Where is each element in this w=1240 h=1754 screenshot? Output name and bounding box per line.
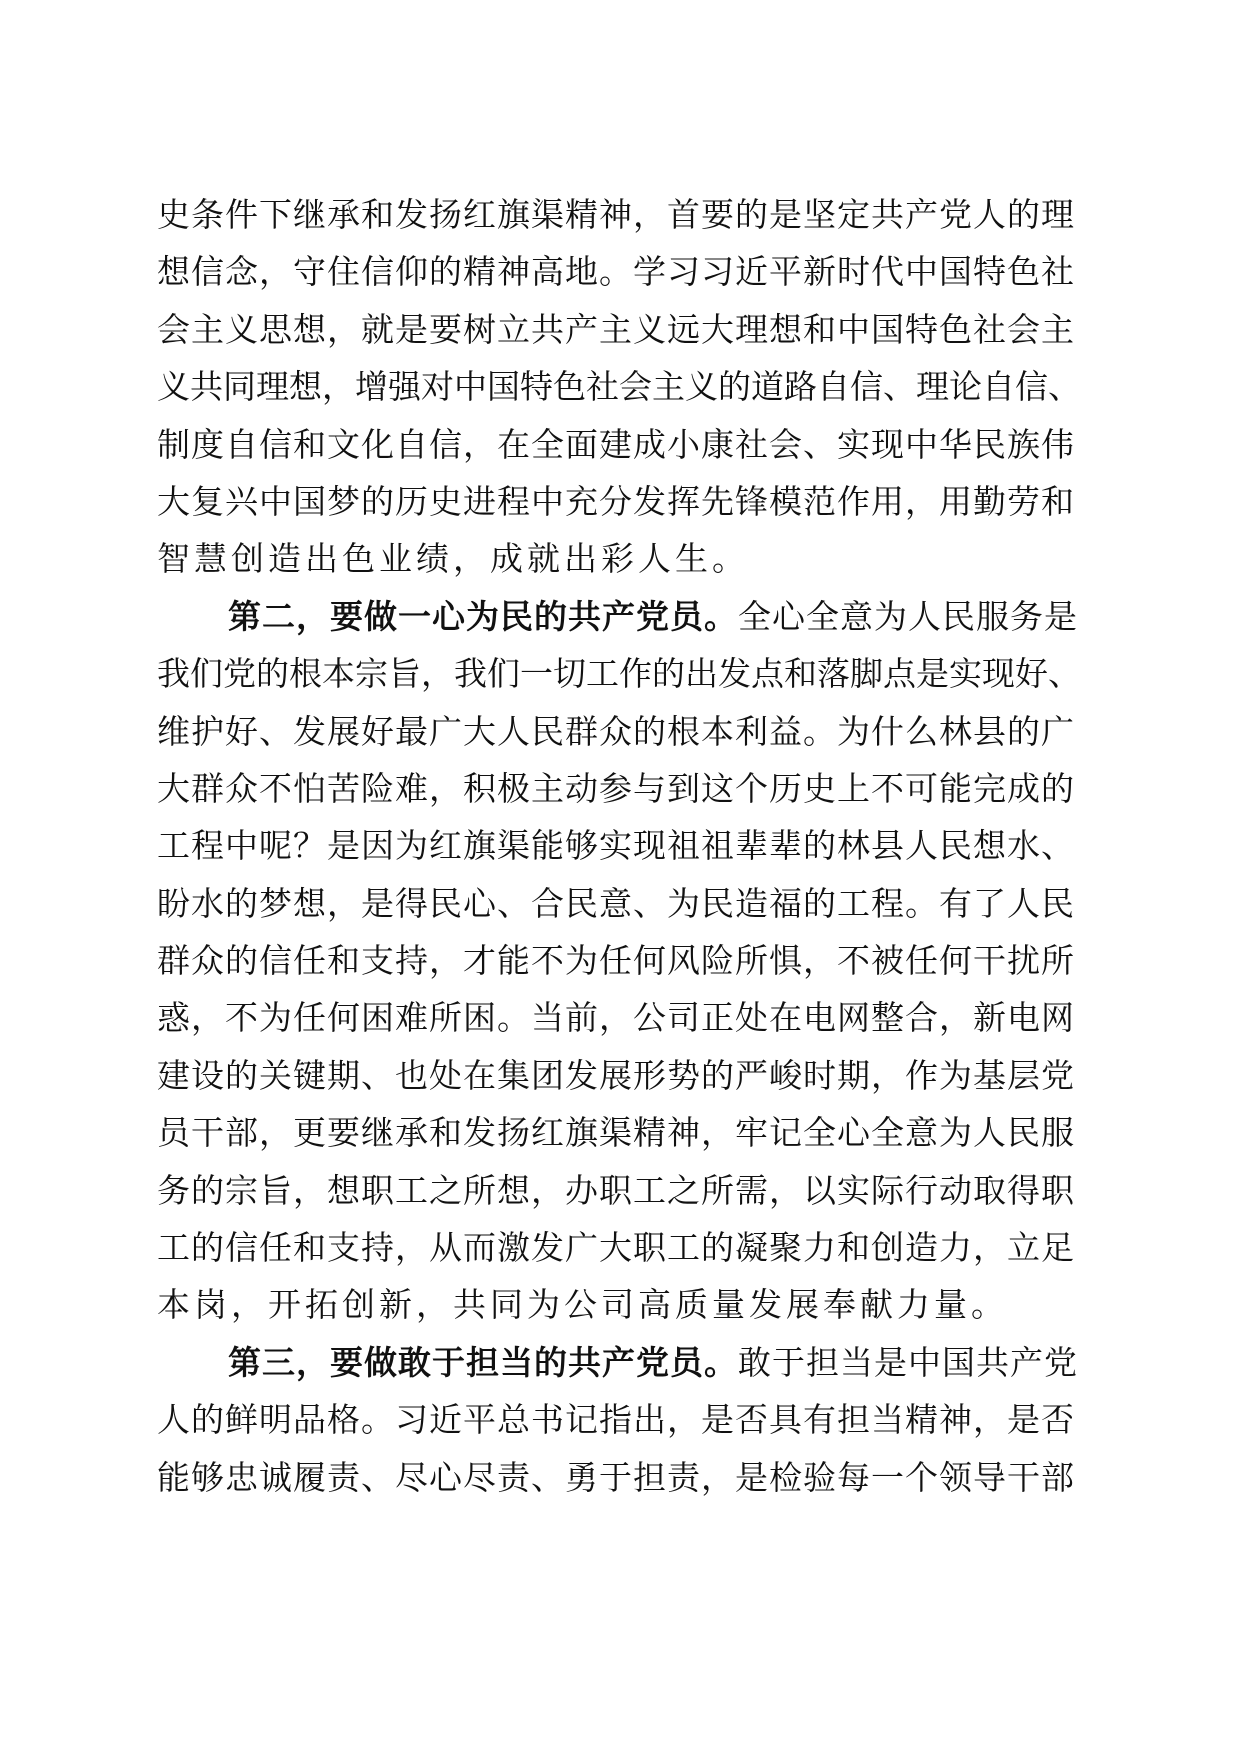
line-text: 建设的关键期、也处在集团发展形势的严峻时期，作为基层党 xyxy=(157,1055,1075,1095)
line-text: 智慧创造出色业绩，成就出彩人生。 xyxy=(157,539,749,579)
line-text: 想信念，守住信仰的精神高地。学习习近平新时代中国特色社 xyxy=(157,252,1075,292)
paragraph-heading: 第二，要做一心为民的共产党员。 xyxy=(228,596,738,636)
line-text: 员干部，更要继承和发扬红旗渠精神，牢记全心全意为人民服 xyxy=(157,1113,1075,1153)
line-text: 本岗，开拓创新，共同为公司高质量发展奉献力量。 xyxy=(157,1285,1008,1325)
text-line xyxy=(157,1276,1083,1333)
text-line xyxy=(157,645,1083,702)
line-text: 人的鲜明品格。习近平总书记指出，是否具有担当精神，是否 xyxy=(157,1400,1075,1440)
line-text: 制度自信和文化自信，在全面建成小康社会、实现中华民族伟 xyxy=(157,424,1075,464)
line-text: 全心全意为人民服务是 xyxy=(738,596,1078,636)
paragraph-heading-line xyxy=(157,588,1083,645)
paragraph-heading-line xyxy=(157,1334,1083,1391)
text-line xyxy=(157,989,1083,1046)
text-line xyxy=(157,1047,1083,1104)
line-text: 工程中呢？是因为红旗渠能够实现祖祖辈辈的林县人民想水、 xyxy=(157,826,1075,866)
line-text: 维护好、发展好最广大人民群众的根本利益。为什么林县的广 xyxy=(157,711,1075,751)
text-line xyxy=(157,1449,1083,1506)
text-line xyxy=(157,186,1083,243)
line-text: 我们党的根本宗旨，我们一切工作的出发点和落脚点是实现好、 xyxy=(157,654,1081,694)
line-text: 能够忠诚履责、尽心尽责、勇于担责，是检验每一个领导干部 xyxy=(157,1457,1075,1497)
text-line xyxy=(157,932,1083,989)
text-line xyxy=(157,703,1083,760)
line-text: 务的宗旨，想职工之所想，办职工之所需，以实际行动取得职 xyxy=(157,1170,1075,1210)
text-line xyxy=(157,1162,1083,1219)
line-text: 群众的信任和支持，才能不为任何风险所惧，不被任何干扰所 xyxy=(157,941,1075,981)
text-line xyxy=(157,416,1083,473)
paragraph-heading: 第三，要做敢于担当的共产党员。 xyxy=(228,1342,738,1382)
line-text: 惑，不为任何困难所困。当前，公司正处在电网整合，新电网 xyxy=(157,998,1075,1038)
text-line xyxy=(157,1219,1083,1276)
line-text: 大复兴中国梦的历史进程中充分发挥先锋模范作用，用勤劳和 xyxy=(157,481,1075,521)
line-text: 敢于担当是中国共产党 xyxy=(738,1342,1078,1382)
text-line xyxy=(157,243,1083,300)
text-line xyxy=(157,301,1083,358)
text-line xyxy=(157,875,1083,932)
text-line xyxy=(157,473,1083,530)
line-text: 工的信任和支持，从而激发广大职工的凝聚力和创造力，立足 xyxy=(157,1228,1075,1268)
text-line xyxy=(157,530,1083,587)
line-text: 大群众不怕苦险难，积极主动参与到这个历史上不可能完成的 xyxy=(157,768,1075,808)
text-line xyxy=(157,358,1083,415)
text-line xyxy=(157,1104,1083,1161)
document-body xyxy=(157,186,1083,1506)
line-text: 史条件下继承和发扬红旗渠精神，首要的是坚定共产党人的理 xyxy=(157,195,1075,234)
text-line xyxy=(157,1391,1083,1448)
text-line xyxy=(157,760,1083,817)
line-text: 会主义思想，就是要树立共产主义远大理想和中国特色社会主 xyxy=(157,309,1075,349)
line-text: 义共同理想，增强对中国特色社会主义的道路自信、理论自信、 xyxy=(157,367,1081,407)
line-text: 盼水的梦想，是得民心、合民意、为民造福的工程。有了人民 xyxy=(157,883,1075,923)
text-line xyxy=(157,817,1083,874)
